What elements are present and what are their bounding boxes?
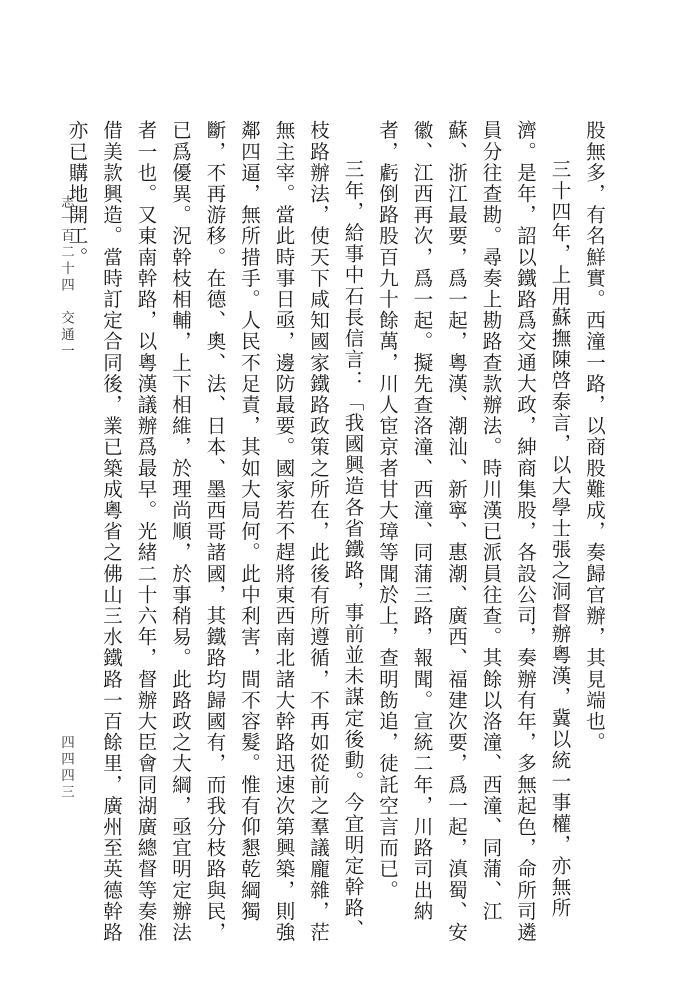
page-number: 四四四三 [58, 735, 74, 801]
paragraph-guangxu-34: 三十四年，上用蘇撫陳啓泰言，以大學士張之洞督辦粵漢，冀以統一事權，亦無所濟。是年，詔以鐵路爲交通大政，紳商集股，各設公司，奏辦有年，多無起色，命所司遴員分往查勘。尋奏上勘路查款辦法。時川漢已派員往查。其餘以洛潼、西潼、同蒲、江蘇、浙江最要，爲一起，粵漢、潮汕、新寧、惠潮、廣西、福建次要，爲一起，滇蜀、安徽、江西再次，爲一起。擬先查洛潼、西潼、同蒲三路，報聞。宣統二年，川路司出納者，虧倒路股百九十餘萬，川人宦京者甘大璋等聞於上，查明飭追，徒託空言而已。 [376, 120, 572, 943]
main-text-column-block [59, 120, 611, 950]
running-head-title: 志一百二十四 交通一 [58, 195, 74, 360]
paragraph-continuation: 股無多，有名鮮實。西潼一路，以商股難成，奏歸官辦，其見端也。 [583, 120, 606, 753]
paragraph-xuantong-3: 三年，給事中石長信言：「我國興造各省鐵路，事前並未謀定後動。今宜明定幹路、枝路辦法，使天下咸知國家鐵路政策之所在，此後有所遵循，不再如從前之羣議龐雜，茫無主宰。當此時事日亟，邊防最要。國家若不趕將東西南北諸大幹路迅速次第興築，則強鄰四逼，無所措手。人民不足責，其如大局何。此中利害，間不容髮。惟有仰懇乾綱獨斷，不再游移。在德、奧、法、日本、墨西哥諸國，其鐵路均歸國有，而我分枝路與民，已爲優異。況幹枝相輔，上下相維，於理尚順，於事稍易。此路政之大綱，亟宜明定辦法者一也。又東南幹路，以粵漢議辦爲最早。光緒二十六年，督辦大臣會同湖廣總督等奏准借美款興造。當時訂定合同後，業已築成粵省之佛山三水鐵路一百餘里，廣州至英德幹路亦已購地開工。 [65, 120, 365, 943]
